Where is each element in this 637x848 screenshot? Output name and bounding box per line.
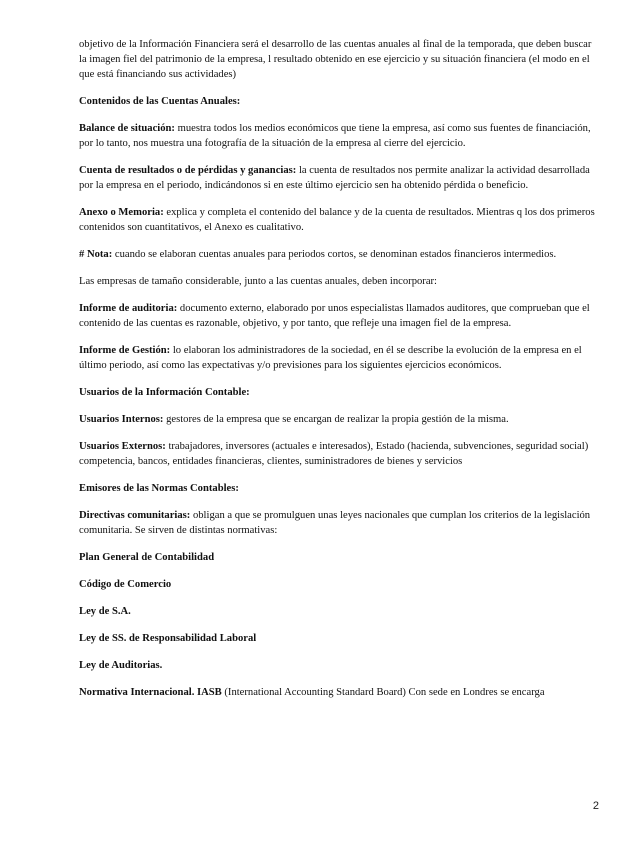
resultados-label: Cuenta de resultados o de pérdidas y ganancias: xyxy=(79,165,297,176)
emisores-heading: Emisores de las Normas Contables: xyxy=(79,483,239,494)
intro-paragraph xyxy=(79,37,601,82)
anexo-text: explica y completa el contenido del balance y de la cuenta de resultados. Mientras q los dos primeros contenidos son cuantitativos, el Anexo es cualitativo. xyxy=(79,207,595,233)
resultados-text: la cuenta de resultados nos permite analizar la actividad desarrollada por la empresa en el periodo, indicándonos si en este último ejercicio sen ha obtenido pérdida o beneficio. xyxy=(79,165,590,191)
internos-paragraph xyxy=(79,412,601,427)
contenidos-heading: Contenidos de las Cuentas Anuales: xyxy=(79,96,241,107)
internos-label: Usuarios Internos: xyxy=(79,414,164,425)
codigo-comercio-item: Código de Comercio xyxy=(79,579,172,590)
gestion-paragraph xyxy=(79,343,601,373)
normativa-label: Normativa Internacional. IASB xyxy=(79,687,222,698)
nota-paragraph xyxy=(79,247,601,262)
directivas-label: Directivas comunitarias: xyxy=(79,510,191,521)
anexo-paragraph xyxy=(79,205,601,235)
resultados-paragraph xyxy=(79,163,601,193)
auditoria-text: documento externo, elaborado por unos especialistas llamados auditores, que comprueban que el contenido de las cuentas es razonable, objetivo, y por tanto, que refleje una imagen fiel de la empresa. xyxy=(79,303,590,329)
externos-paragraph xyxy=(79,439,601,469)
directivas-paragraph xyxy=(79,508,601,538)
anexo-label: Anexo o Memoria: xyxy=(79,207,164,218)
gestion-text: lo elaboran los administradores de la sociedad, en él se describe la evolución de la empresa en el último periodo, así como las expectativas y/o previsiones para los siguientes ejercicios económicos. xyxy=(79,345,582,371)
empresas-paragraph xyxy=(79,274,601,289)
auditoria-label: Informe de auditoria: xyxy=(79,303,178,314)
plan-general-item: Plan General de Contabilidad xyxy=(79,552,215,563)
externos-text: trabajadores, inversores (actuales e interesados), Estado (hacienda, subvenciones, seguridad social) competencia, bancos, entidades financieras, clientes, suministradores de bienes y servicios xyxy=(79,441,589,467)
empresas-text: Las empresas de tamaño considerable, junto a las cuentas anuales, deben incorporar: xyxy=(79,276,437,287)
balance-label: Balance de situación: xyxy=(79,123,175,134)
gestion-label: Informe de Gestión: xyxy=(79,345,171,356)
normativa-text: (International Accounting Standard Board) Con sede en Londres se encarga xyxy=(221,687,545,698)
nota-text: cuando se elaboran cuentas anuales para periodos cortos, se denominan estados financieros intermedios. xyxy=(112,249,557,260)
nota-label: # Nota: xyxy=(79,249,113,260)
directivas-text: obligan a que se promulguen unas leyes nacionales que cumplan los criterios de la legislación comunitaria. Se sirven de distintas normativas: xyxy=(79,510,591,536)
usuarios-heading: Usuarios de la Información Contable: xyxy=(79,387,250,398)
balance-paragraph xyxy=(79,121,601,151)
page-number: 2 xyxy=(592,800,599,812)
auditoria-paragraph xyxy=(79,301,601,331)
ley-auditorias-item: Ley de Auditorias. xyxy=(79,660,163,671)
internos-text: gestores de la empresa que se encargan de realizar la propia gestión de la misma. xyxy=(163,414,509,425)
ley-sa-item: Ley de S.A. xyxy=(79,606,131,617)
externos-label: Usuarios Externos: xyxy=(79,441,166,452)
document-page xyxy=(79,37,601,712)
intro-text: objetivo de la Información Financiera será el desarrollo de las cuentas anuales al final de la temporada, que deben buscar la imagen fiel del patrimonio de la empresa, l resultado obtenido en ese ejercicio y su situación financiera (el modo en el que está financiando sus actividades) xyxy=(79,39,592,80)
normativa-paragraph xyxy=(79,685,601,700)
balance-text: muestra todos los medios económicos que tiene la empresa, así como sus fuentes de financiación, por lo tanto, nos muestra una fotografía de la situación de la empresa al cierre del ejercicio. xyxy=(79,123,591,149)
ley-ss-item: Ley de SS. de Responsabilidad Laboral xyxy=(79,633,257,644)
